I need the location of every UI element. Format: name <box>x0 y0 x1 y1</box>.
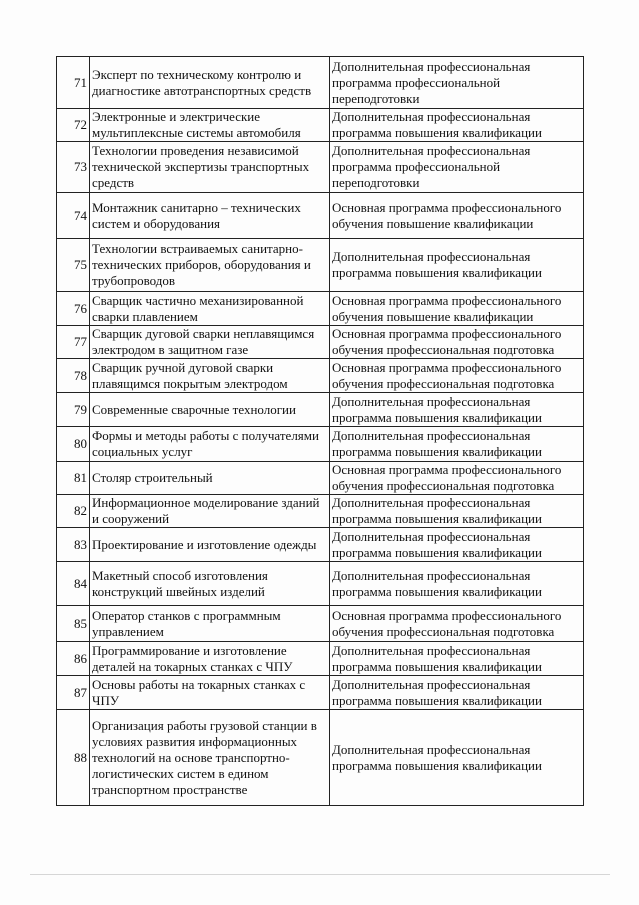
table-row <box>57 495 584 528</box>
row-number: 84 <box>57 562 90 606</box>
row-number: 88 <box>57 710 90 806</box>
programs-table <box>56 56 584 806</box>
program-name: Проектирование и изготовление одежды <box>90 528 330 562</box>
program-name: Монтажник санитарно – технических систем и оборудования <box>90 193 330 239</box>
table-row <box>57 292 584 326</box>
program-type: Дополнительная профессиональная программа повышения квалификации <box>330 495 584 528</box>
program-type: Дополнительная профессиональная программа повышения квалификации <box>330 710 584 806</box>
program-type: Основная программа профессионального обучения повышение квалификации <box>330 292 584 326</box>
program-name: Современные сварочные технологии <box>90 393 330 427</box>
table-row <box>57 676 584 710</box>
row-number: 71 <box>57 57 90 109</box>
program-name: Технологии проведения независимой технической экспертизы транспортных средств <box>90 142 330 193</box>
program-type: Основная программа профессионального обучения профессиональная подготовка <box>330 359 584 393</box>
table-row <box>57 193 584 239</box>
program-type: Дополнительная профессиональная программа повышения квалификации <box>330 239 584 292</box>
program-type: Дополнительная профессиональная программа повышения квалификации <box>330 393 584 427</box>
program-type: Основная программа профессионального обучения профессиональная подготовка <box>330 462 584 495</box>
row-number: 75 <box>57 239 90 292</box>
program-name: Эксперт по техническому контролю и диагностике автотранспортных средств <box>90 57 330 109</box>
table-row <box>57 710 584 806</box>
program-name: Электронные и электрические мультиплексные системы автомобиля <box>90 109 330 142</box>
program-type: Дополнительная профессиональная программа профессиональной переподготовки <box>330 57 584 109</box>
row-number: 83 <box>57 528 90 562</box>
row-number: 76 <box>57 292 90 326</box>
table-row <box>57 562 584 606</box>
table-row <box>57 239 584 292</box>
program-name: Формы и методы работы с получателями социальных услуг <box>90 427 330 462</box>
row-number: 85 <box>57 606 90 642</box>
row-number: 81 <box>57 462 90 495</box>
program-name: Информационное моделирование зданий и сооружений <box>90 495 330 528</box>
row-number: 72 <box>57 109 90 142</box>
row-number: 82 <box>57 495 90 528</box>
program-name: Сварщик ручной дуговой сварки плавящимся покрытым электродом <box>90 359 330 393</box>
program-type: Дополнительная профессиональная программа повышения квалификации <box>330 109 584 142</box>
table-row <box>57 606 584 642</box>
program-type: Дополнительная профессиональная программа профессиональной переподготовки <box>330 142 584 193</box>
program-name: Организация работы грузовой станции в условиях развития информационных технологий на основе транспортно-логистических систем в едином транспортном пространстве <box>90 710 330 806</box>
program-type: Дополнительная профессиональная программа повышения квалификации <box>330 427 584 462</box>
table-row <box>57 528 584 562</box>
row-number: 86 <box>57 642 90 676</box>
program-name: Сварщик дуговой сварки неплавящимся электродом в защитном газе <box>90 326 330 359</box>
table-row <box>57 427 584 462</box>
program-name: Программирование и изготовление деталей на токарных станках с ЧПУ <box>90 642 330 676</box>
row-number: 77 <box>57 326 90 359</box>
table-row <box>57 462 584 495</box>
row-number: 73 <box>57 142 90 193</box>
program-name: Сварщик частично механизированной сварки плавлением <box>90 292 330 326</box>
row-number: 80 <box>57 427 90 462</box>
program-type: Основная программа профессионального обучения профессиональная подготовка <box>330 606 584 642</box>
table-row <box>57 142 584 193</box>
row-number: 87 <box>57 676 90 710</box>
program-name: Столяр строительный <box>90 462 330 495</box>
program-type: Основная программа профессионального обучения профессиональная подготовка <box>330 326 584 359</box>
program-type: Дополнительная профессиональная программа повышения квалификации <box>330 676 584 710</box>
table-row <box>57 642 584 676</box>
program-name: Оператор станков с программным управлением <box>90 606 330 642</box>
program-name: Макетный способ изготовления конструкций швейных изделий <box>90 562 330 606</box>
program-type: Дополнительная профессиональная программа повышения квалификации <box>330 528 584 562</box>
program-type: Дополнительная профессиональная программа повышения квалификации <box>330 562 584 606</box>
table-row <box>57 326 584 359</box>
table-row <box>57 393 584 427</box>
program-name: Основы работы на токарных станках с ЧПУ <box>90 676 330 710</box>
row-number: 79 <box>57 393 90 427</box>
program-type: Основная программа профессионального обучения повышение квалификации <box>330 193 584 239</box>
program-name: Технологии встраиваемых санитарно-технических приборов, оборудования и трубопроводов <box>90 239 330 292</box>
table-row <box>57 57 584 109</box>
table-row <box>57 109 584 142</box>
page-bottom-divider <box>30 874 610 875</box>
table-row <box>57 359 584 393</box>
program-type: Дополнительная профессиональная программа повышения квалификации <box>330 642 584 676</box>
row-number: 74 <box>57 193 90 239</box>
row-number: 78 <box>57 359 90 393</box>
